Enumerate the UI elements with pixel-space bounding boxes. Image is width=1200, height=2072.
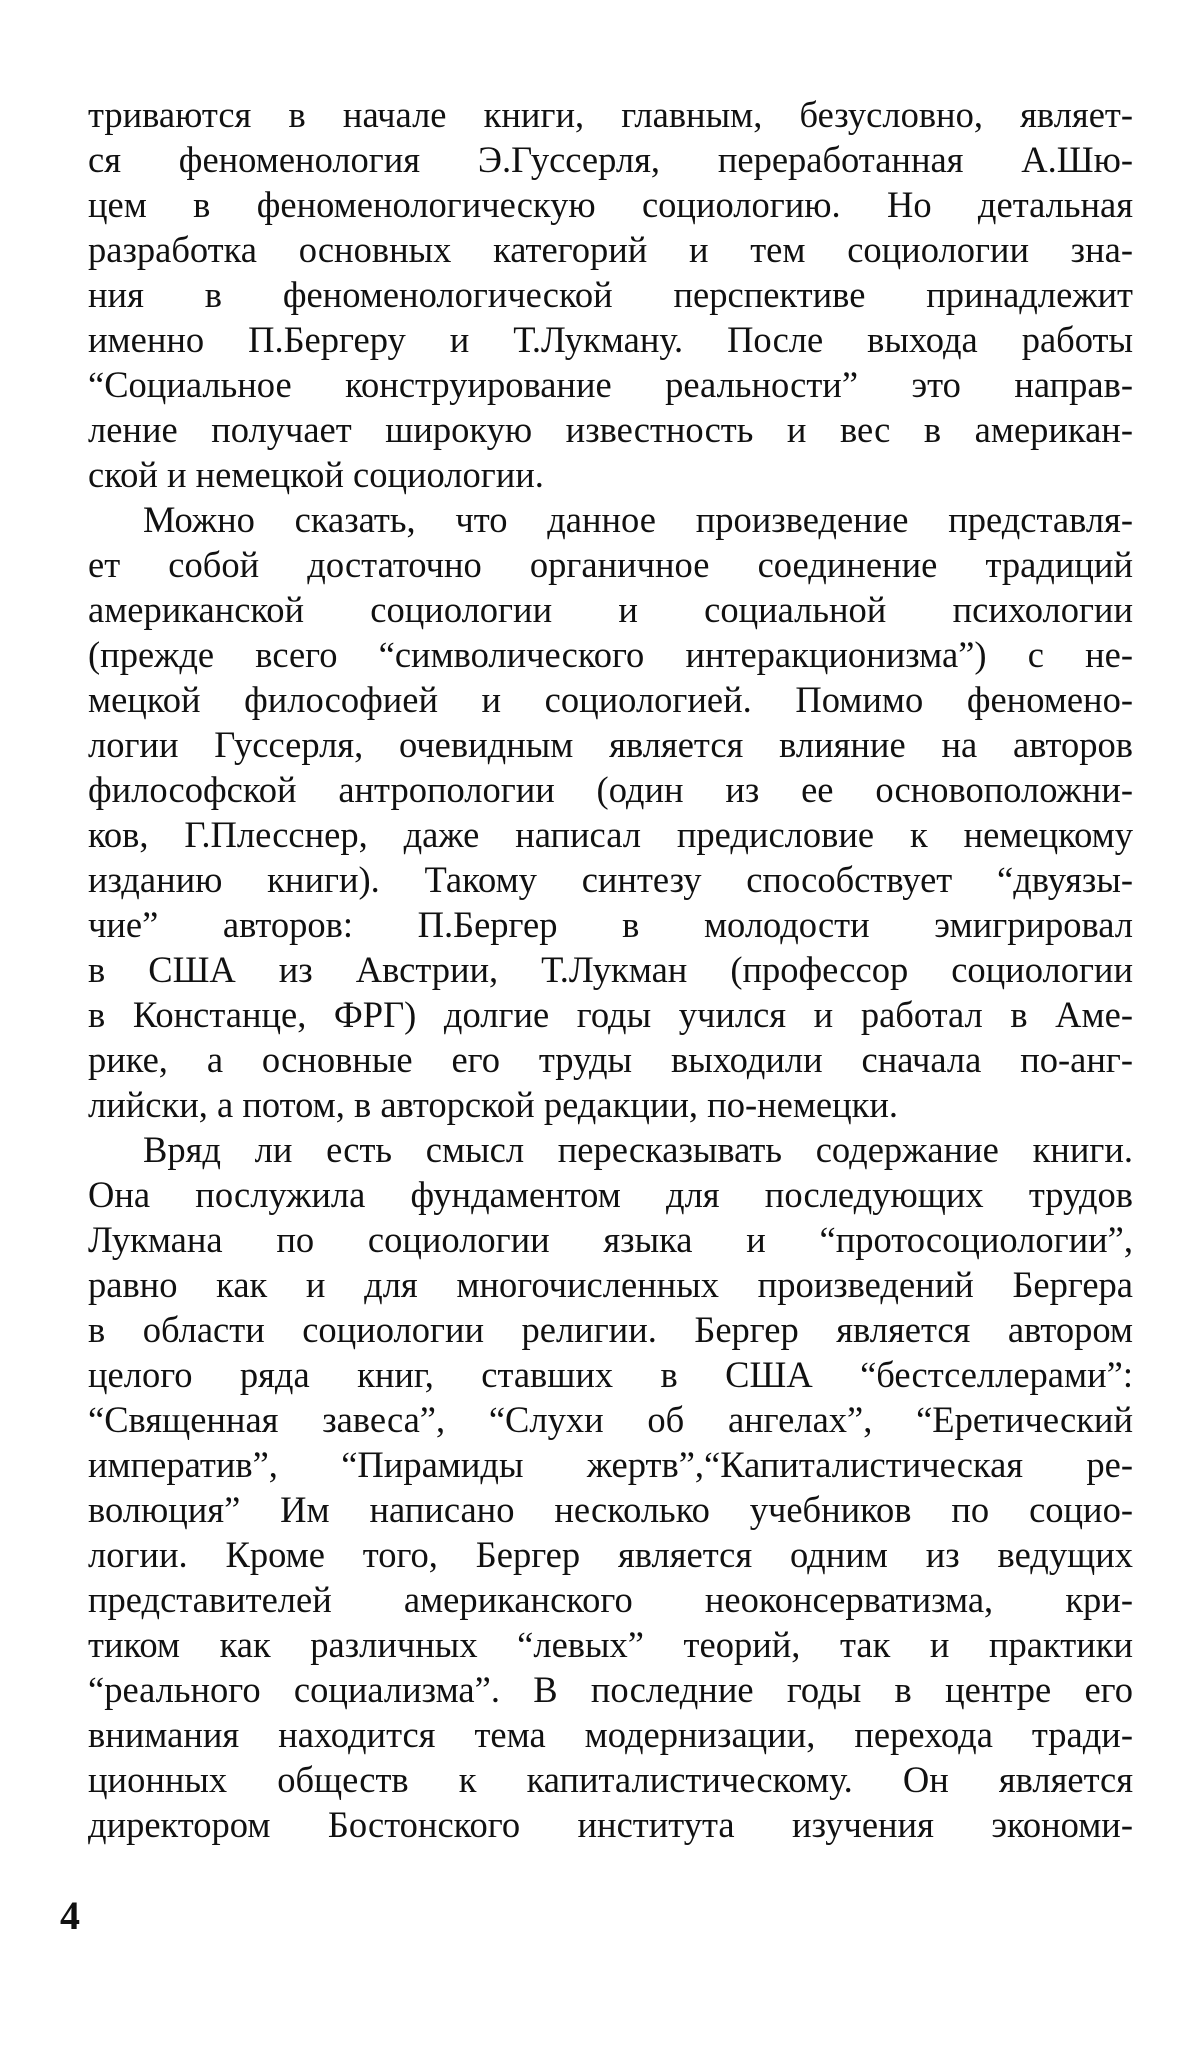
text-line: логии. Кроме того, Бергер является одним из ведущих [88,1534,1133,1575]
text-line: целого ряда книг, ставших в США “бестселлерами”: [88,1354,1133,1395]
text-line: именно П.Бергеру и Т.Лукману. После выхода работы [88,319,1133,360]
paragraph-2 [88,497,1133,1127]
text-line: “Социальное конструирование реальности” это направ- [88,364,1133,405]
text-line: Лукмана по социологии языка и “протосоциологии”, [88,1219,1133,1260]
text-line: в области социологии религии. Бергер является автором [88,1309,1133,1350]
text-line: волюция” Им написано несколько учебников по социо- [88,1489,1133,1530]
text-line: чие” авторов: П.Бергер в молодости эмигрировал [88,904,1133,945]
text-line: Вряд ли есть смысл пересказывать содержание книги. [143,1129,1133,1170]
text-line: триваются в начале книги, главным, безусловно, являет- [88,94,1133,135]
text-line: императив”, “Пирамиды жертв”,“Капиталистическая ре- [88,1444,1133,1485]
text-line: лийски, а потом, в авторской редакции, по-немецки. [88,1084,899,1125]
body-text [88,92,1133,1847]
text-line: ление получает широкую известность и вес в американ- [88,409,1133,450]
text-line: американской социологии и социальной психологии [88,589,1133,630]
text-line: тиком как различных “левых” теорий, так и практики [88,1624,1133,1665]
text-line: рике, а основные его труды выходили сначала по-анг- [88,1039,1133,1080]
text-line: цем в феноменологическую социологию. Но детальная [88,184,1133,225]
text-line: в США из Австрии, Т.Лукман (профессор социологии [88,949,1133,990]
text-line: директором Бостонского института изучения экономи- [88,1804,1133,1845]
text-line: изданию книги). Такому синтезу способствует “двуязы- [88,859,1133,900]
text-line: логии Гуссерля, очевидным является влияние на авторов [88,724,1133,765]
text-line: “реального социализма”. В последние годы в центре его [88,1669,1133,1710]
paragraph-1 [88,92,1133,497]
text-line: ся феноменология Э.Гуссерля, переработанная А.Шю- [88,139,1133,180]
text-line: внимания находится тема модернизации, перехода тради- [88,1714,1133,1755]
text-line: ционных обществ к капиталистическому. Он является [88,1759,1133,1800]
paragraph-3 [88,1127,1133,1847]
text-line: ков, Г.Плесснер, даже написал предисловие к немецкому [88,814,1133,855]
text-line: философской антропологии (один из ее основоположни- [88,769,1133,810]
text-line: ет собой достаточно органичное соединение традиций [88,544,1133,585]
text-line: мецкой философией и социологией. Помимо феномено- [88,679,1133,720]
text-line: Можно сказать, что данное произведение представля- [143,499,1133,540]
text-line: (прежде всего “символического интеракционизма”) с не- [88,634,1133,675]
text-line: разработка основных категорий и тем социологии зна- [88,229,1133,270]
text-line: “Священная завеса”, “Слухи об ангелах”, “Еретический [88,1399,1133,1440]
text-line: ния в феноменологической перспективе принадлежит [88,274,1133,315]
text-line: равно как и для многочисленных произведений Бергера [88,1264,1133,1305]
text-line: Она послужила фундаментом для последующих трудов [88,1174,1133,1215]
text-line: представителей американского неоконсерватизма, кри- [88,1579,1133,1620]
text-line: в Констанце, ФРГ) долгие годы учился и работал в Аме- [88,994,1133,1035]
page-number: 4 [60,1893,80,1938]
text-line: ской и немецкой социологии. [88,454,544,495]
